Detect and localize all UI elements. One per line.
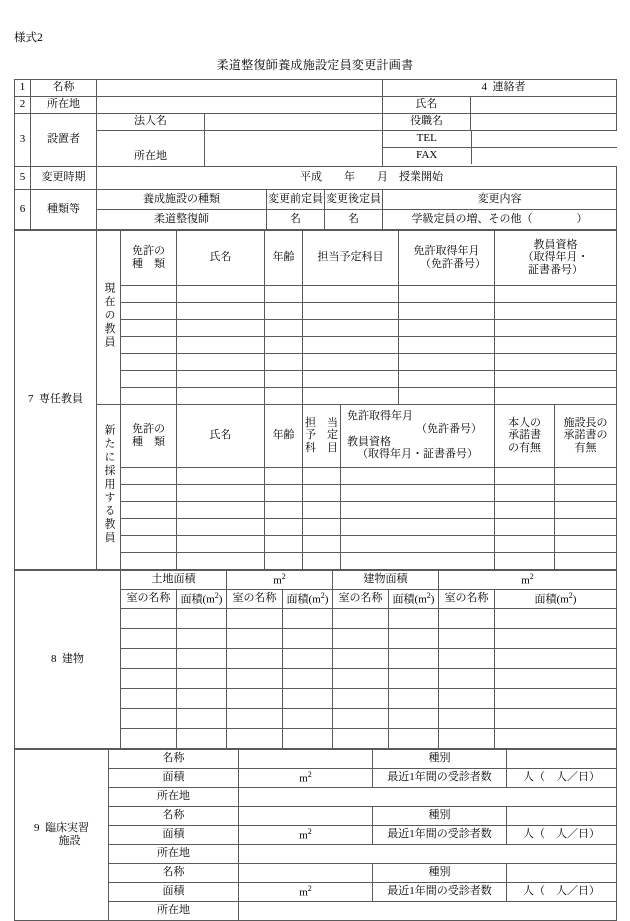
col-license-type-header: 免許の 種 類 (121, 230, 177, 285)
room-name-header-1: 室の名称 (121, 589, 177, 608)
row-type-values (15, 209, 617, 229)
facility-area-value[interactable]: $m^2$ (239, 768, 373, 787)
col-new-name-header: 氏名 (177, 404, 265, 467)
founder-address-value[interactable] (205, 130, 383, 166)
section9-label-line1: 臨床実習 (45, 821, 89, 834)
contact-tel-label: TEL (383, 131, 471, 148)
cell-room-name[interactable] (121, 608, 177, 628)
cell-new-license-qual[interactable] (341, 467, 495, 484)
cell-new-self-consent[interactable] (495, 518, 555, 535)
cell-room-name[interactable] (333, 668, 389, 688)
section9-block-name-row (15, 749, 617, 768)
section5-value[interactable]: 平成 年 月 授業開始 (97, 166, 617, 189)
cell-subject[interactable] (303, 302, 399, 319)
cell-license-date[interactable] (399, 353, 495, 370)
facility-type-label: 種別 (373, 806, 507, 825)
col-new-license-type-header: 免許の 種 類 (121, 404, 177, 467)
cell-new-license-qual[interactable] (341, 552, 495, 569)
room-name-header-2: 室の名称 (227, 589, 283, 608)
section2-value[interactable] (97, 96, 383, 113)
facility-type-value[interactable] (507, 806, 617, 825)
cell-new-name[interactable] (177, 518, 265, 535)
cell-license-date[interactable] (399, 319, 495, 336)
facility-patients-label: 最近1年間の受診者数 (373, 768, 507, 787)
row-name (15, 79, 617, 96)
cell-new-director-consent[interactable] (555, 552, 617, 569)
cell-new-license-qual[interactable] (341, 484, 495, 501)
cell-age[interactable] (265, 336, 303, 353)
cell-qualification[interactable] (495, 285, 617, 302)
section9-table (14, 749, 617, 921)
cell-license-type[interactable] (121, 387, 177, 404)
cell-new-name[interactable] (177, 467, 265, 484)
founder-address-label: 所在地 (97, 130, 205, 166)
cell-room-area[interactable] (177, 708, 227, 728)
section1-index: 1 (15, 79, 31, 96)
cell-room-name[interactable] (333, 728, 389, 748)
cell-room-name[interactable] (333, 648, 389, 668)
cell-room-area[interactable] (389, 648, 439, 668)
cell-new-name[interactable] (177, 552, 265, 569)
cell-room-area[interactable] (177, 728, 227, 748)
facility-type-value[interactable] (507, 863, 617, 882)
cell-room-area[interactable] (495, 648, 617, 668)
section7-index: 7 (28, 393, 34, 406)
facility-address-value[interactable] (239, 901, 617, 920)
row-founder-address (15, 130, 617, 166)
cell-license-date[interactable] (399, 387, 495, 404)
cell-new-license-qual[interactable] (341, 535, 495, 552)
cell-name[interactable] (177, 353, 265, 370)
cell-license-type[interactable] (121, 319, 177, 336)
facility-name-value[interactable] (239, 863, 373, 882)
cell-new-age[interactable] (265, 467, 303, 484)
cell-room-name[interactable] (333, 688, 389, 708)
cell-subject[interactable] (303, 336, 399, 353)
col-new-age-header: 年齢 (265, 404, 303, 467)
land-area-value[interactable]: $m^2$ (227, 570, 333, 589)
cell-room-area[interactable] (177, 608, 227, 628)
section6-header-before: 変更前定員 (267, 189, 325, 209)
contact-tel-value[interactable] (471, 131, 617, 148)
cell-license-date[interactable] (399, 302, 495, 319)
cell-room-name[interactable] (439, 648, 495, 668)
cell-room-name[interactable] (227, 648, 283, 668)
facility-area-label: 面積 (109, 882, 239, 901)
cell-qualification[interactable] (495, 370, 617, 387)
cell-room-area[interactable] (283, 728, 333, 748)
row-founder-corp (15, 113, 617, 130)
facility-type-label: 種別 (373, 749, 507, 768)
facility-patients-label: 最近1年間の受診者数 (373, 882, 507, 901)
row-fax (383, 147, 617, 164)
facility-name-value[interactable] (239, 749, 373, 768)
section3-label: 設置者 (31, 113, 97, 166)
cell-new-age[interactable] (265, 501, 303, 518)
cell-room-area[interactable] (177, 628, 227, 648)
cell-new-age[interactable] (265, 484, 303, 501)
cell-room-name[interactable] (227, 608, 283, 628)
facility-address-label: 所在地 (109, 787, 239, 806)
col-subject-header: 担当予定科目 (303, 230, 399, 285)
cell-name[interactable] (177, 387, 265, 404)
cell-room-name[interactable] (121, 668, 177, 688)
cell-new-name[interactable] (177, 484, 265, 501)
col-new-self-consent-header: 本人の 承諾書 の有無 (495, 404, 555, 467)
section5-label: 変更時期 (31, 166, 97, 189)
cell-qualification[interactable] (495, 302, 617, 319)
cell-room-area[interactable] (389, 728, 439, 748)
cell-room-name[interactable] (227, 728, 283, 748)
col-teacher-qualification-header: 教員資格 （取得年月・ 証書番号） (495, 230, 617, 285)
cell-room-area[interactable] (177, 668, 227, 688)
cell-new-license-type[interactable] (121, 552, 177, 569)
col-new-director-consent-header: 施設長の 承諾書の 有無 (555, 404, 617, 467)
cell-qualification[interactable] (495, 319, 617, 336)
cell-new-license-type[interactable] (121, 501, 177, 518)
cell-room-area[interactable] (389, 608, 439, 628)
section7-new-vertical-label: 新たに採用する教員 (97, 404, 121, 569)
section6-value-before[interactable]: 名 (267, 209, 325, 229)
building-area-value[interactable]: $m^2$ (439, 570, 617, 589)
facility-area-value[interactable]: $m^2$ (239, 882, 373, 901)
section6-header-after: 変更後定員 (325, 189, 383, 209)
section2-index: 2 (15, 96, 31, 113)
section4-label: 連絡者 (492, 81, 526, 94)
cell-room-name[interactable] (439, 708, 495, 728)
cell-room-area[interactable] (495, 708, 617, 728)
cell-new-license-type[interactable] (121, 467, 177, 484)
section7-label: 専任教員 (39, 393, 83, 406)
facility-address-value[interactable] (239, 844, 617, 863)
col-new-subject-header: 担 当 予 定 科 目 (303, 404, 341, 467)
cell-new-name[interactable] (177, 535, 265, 552)
section6-value-after[interactable]: 名 (325, 209, 383, 229)
cell-license-type[interactable] (121, 370, 177, 387)
cell-new-self-consent[interactable] (495, 484, 555, 501)
cell-room-area[interactable] (177, 688, 227, 708)
section8-table (14, 570, 617, 749)
cell-room-area[interactable] (495, 668, 617, 688)
cell-room-area[interactable] (283, 648, 333, 668)
cell-room-name[interactable] (439, 688, 495, 708)
cell-room-area[interactable] (283, 688, 333, 708)
section3-index: 3 (15, 113, 31, 166)
section2-label: 所在地 (31, 96, 97, 113)
cell-qualification[interactable] (495, 336, 617, 353)
cell-subject[interactable] (303, 387, 399, 404)
cell-room-name[interactable] (439, 728, 495, 748)
cell-new-director-consent[interactable] (555, 484, 617, 501)
section7-table (14, 230, 617, 570)
section7-new-header (15, 404, 617, 467)
document-title: 柔道整復師養成施設定員変更計画書 (216, 57, 414, 72)
cell-room-name[interactable] (439, 628, 495, 648)
cell-subject[interactable] (303, 319, 399, 336)
cell-age[interactable] (265, 319, 303, 336)
cell-room-name[interactable] (227, 628, 283, 648)
cell-new-director-consent[interactable] (555, 467, 617, 484)
section6-header-facility-type: 養成施設の種類 (97, 189, 267, 209)
cell-room-area[interactable] (389, 628, 439, 648)
facility-address-label: 所在地 (109, 901, 239, 920)
cell-room-name[interactable] (121, 628, 177, 648)
cell-new-self-consent[interactable] (495, 501, 555, 518)
form-number: 様式2 (14, 32, 43, 44)
cell-new-age[interactable] (265, 518, 303, 535)
cell-license-date[interactable] (399, 336, 495, 353)
cell-new-director-consent[interactable] (555, 501, 617, 518)
section9-label-cell (15, 749, 109, 920)
row-change-timing (15, 166, 617, 189)
cell-new-subject[interactable] (303, 484, 341, 501)
cell-room-name[interactable] (227, 688, 283, 708)
contact-telfax-table (383, 131, 617, 164)
cell-new-license-type[interactable] (121, 484, 177, 501)
cell-new-subject[interactable] (303, 535, 341, 552)
section7-current-header (15, 230, 617, 285)
cell-age[interactable] (265, 353, 303, 370)
building-area-label: 建物面積 (333, 570, 439, 589)
facility-area-label: 面積 (109, 825, 239, 844)
room-area-header-1: 面積$(m^2)$ (177, 589, 227, 608)
facility-patients-value[interactable]: 人（ 人／日） (507, 825, 617, 844)
cell-new-license-qual[interactable] (341, 518, 495, 535)
contact-post-value[interactable] (471, 113, 617, 130)
contact-fax-label: FAX (383, 147, 471, 164)
section9-label-line2: 施設 (58, 834, 81, 847)
facility-name-label: 名称 (109, 806, 239, 825)
cell-new-subject[interactable] (303, 467, 341, 484)
facility-patients-value[interactable]: 人（ 人／日） (507, 882, 617, 901)
section8-label-cell (15, 570, 121, 748)
row-type-headers (15, 189, 617, 209)
section5-index: 5 (15, 166, 31, 189)
section8-index: 8 (51, 652, 57, 665)
section1-value[interactable] (97, 79, 383, 96)
cell-subject[interactable] (303, 370, 399, 387)
contact-fax-value[interactable] (471, 147, 617, 164)
section7-current-vertical-label: 現在の教員 (97, 230, 121, 404)
room-area-header-2: 面積$(m^2)$ (283, 589, 333, 608)
cell-new-director-consent[interactable] (555, 535, 617, 552)
cell-room-area[interactable] (495, 608, 617, 628)
cell-new-license-type[interactable] (121, 518, 177, 535)
section8-label: 建物 (62, 652, 84, 665)
room-name-header-4: 室の名称 (439, 589, 495, 608)
cell-room-name[interactable] (121, 688, 177, 708)
cell-new-subject[interactable] (303, 518, 341, 535)
section8-area-row (15, 570, 617, 589)
cell-license-date[interactable] (399, 285, 495, 302)
cell-room-name[interactable] (121, 708, 177, 728)
cell-room-name[interactable] (227, 668, 283, 688)
cell-new-director-consent[interactable] (555, 518, 617, 535)
row-tel (383, 131, 617, 148)
cell-age[interactable] (265, 370, 303, 387)
room-area-header-3: 面積$(m^2)$ (389, 589, 439, 608)
facility-address-value[interactable] (239, 787, 617, 806)
section6-header-content: 変更内容 (383, 189, 617, 209)
cell-room-name[interactable] (227, 708, 283, 728)
cell-qualification[interactable] (495, 387, 617, 404)
founder-corp-label: 法人名 (97, 113, 205, 130)
section7-label-cell (15, 230, 97, 569)
cell-new-self-consent[interactable] (495, 552, 555, 569)
cell-room-name[interactable] (121, 648, 177, 668)
cell-new-age[interactable] (265, 535, 303, 552)
cell-subject[interactable] (303, 353, 399, 370)
cell-room-name[interactable] (121, 728, 177, 748)
cell-license-date[interactable] (399, 370, 495, 387)
contact-name-label: 氏名 (383, 96, 471, 113)
cell-name[interactable] (177, 319, 265, 336)
cell-room-name[interactable] (439, 608, 495, 628)
section6-value-content[interactable]: 学級定員の増、その他（ ） (383, 209, 617, 229)
facility-name-value[interactable] (239, 806, 373, 825)
cell-license-type[interactable] (121, 353, 177, 370)
cell-new-age[interactable] (265, 552, 303, 569)
cell-new-subject[interactable] (303, 501, 341, 518)
section6-label: 種類等 (31, 189, 97, 229)
cell-license-type[interactable] (121, 285, 177, 302)
cell-room-area[interactable] (495, 728, 617, 748)
cell-room-area[interactable] (389, 688, 439, 708)
facility-type-value[interactable] (507, 749, 617, 768)
cell-room-area[interactable] (495, 688, 617, 708)
top-table (14, 79, 617, 230)
contact-post-label: 役職名 (383, 113, 471, 130)
cell-room-area[interactable] (283, 628, 333, 648)
facility-patients-value[interactable]: 人（ 人／日） (507, 768, 617, 787)
facility-type-label: 種別 (373, 863, 507, 882)
cell-license-type[interactable] (121, 336, 177, 353)
cell-name[interactable] (177, 302, 265, 319)
cell-room-area[interactable] (389, 668, 439, 688)
facility-area-label: 面積 (109, 768, 239, 787)
cell-name[interactable] (177, 336, 265, 353)
cell-age[interactable] (265, 302, 303, 319)
cell-new-subject[interactable] (303, 552, 341, 569)
cell-name[interactable] (177, 285, 265, 302)
cell-age[interactable] (265, 285, 303, 302)
facility-name-label: 名称 (109, 863, 239, 882)
col-age-header: 年齢 (265, 230, 303, 285)
land-area-label: 土地面積 (121, 570, 227, 589)
cell-new-self-consent[interactable] (495, 467, 555, 484)
col-new-license-qual-header: 免許取得年月 （免許番号） 教員資格 （取得年月・証書番号） (341, 404, 495, 467)
col-teacher-name-header: 氏名 (177, 230, 265, 285)
cell-room-name[interactable] (439, 668, 495, 688)
facility-address-label: 所在地 (109, 844, 239, 863)
founder-corp-value[interactable] (205, 113, 383, 130)
row-address (15, 96, 617, 113)
section4-index: 4 (481, 81, 488, 94)
room-area-header-4: 面積$(m^2)$ (495, 589, 617, 608)
section4-header (383, 79, 617, 96)
cell-license-type[interactable] (121, 302, 177, 319)
cell-new-self-consent[interactable] (495, 535, 555, 552)
facility-patients-label: 最近1年間の受診者数 (373, 825, 507, 844)
section6-value-facility-type[interactable]: 柔道整復師 (97, 209, 267, 229)
cell-room-area[interactable] (283, 668, 333, 688)
facility-name-label: 名称 (109, 749, 239, 768)
cell-room-area[interactable] (283, 708, 333, 728)
section6-index: 6 (15, 189, 31, 229)
cell-room-area[interactable] (283, 608, 333, 628)
col-license-date-header: 免許取得年月 （免許番号） (399, 230, 495, 285)
contact-name-value[interactable] (471, 96, 617, 113)
section9-index: 9 (34, 821, 40, 834)
cell-age[interactable] (265, 387, 303, 404)
cell-room-name[interactable] (333, 608, 389, 628)
room-name-header-3: 室の名称 (333, 589, 389, 608)
cell-qualification[interactable] (495, 353, 617, 370)
facility-area-value[interactable]: $m^2$ (239, 825, 373, 844)
cell-room-area[interactable] (389, 708, 439, 728)
cell-room-name[interactable] (333, 708, 389, 728)
cell-room-name[interactable] (333, 628, 389, 648)
cell-room-area[interactable] (495, 628, 617, 648)
cell-name[interactable] (177, 370, 265, 387)
cell-new-license-type[interactable] (121, 535, 177, 552)
cell-subject[interactable] (303, 285, 399, 302)
section1-label: 名称 (31, 79, 97, 96)
cell-room-area[interactable] (177, 648, 227, 668)
cell-new-name[interactable] (177, 501, 265, 518)
cell-new-license-qual[interactable] (341, 501, 495, 518)
